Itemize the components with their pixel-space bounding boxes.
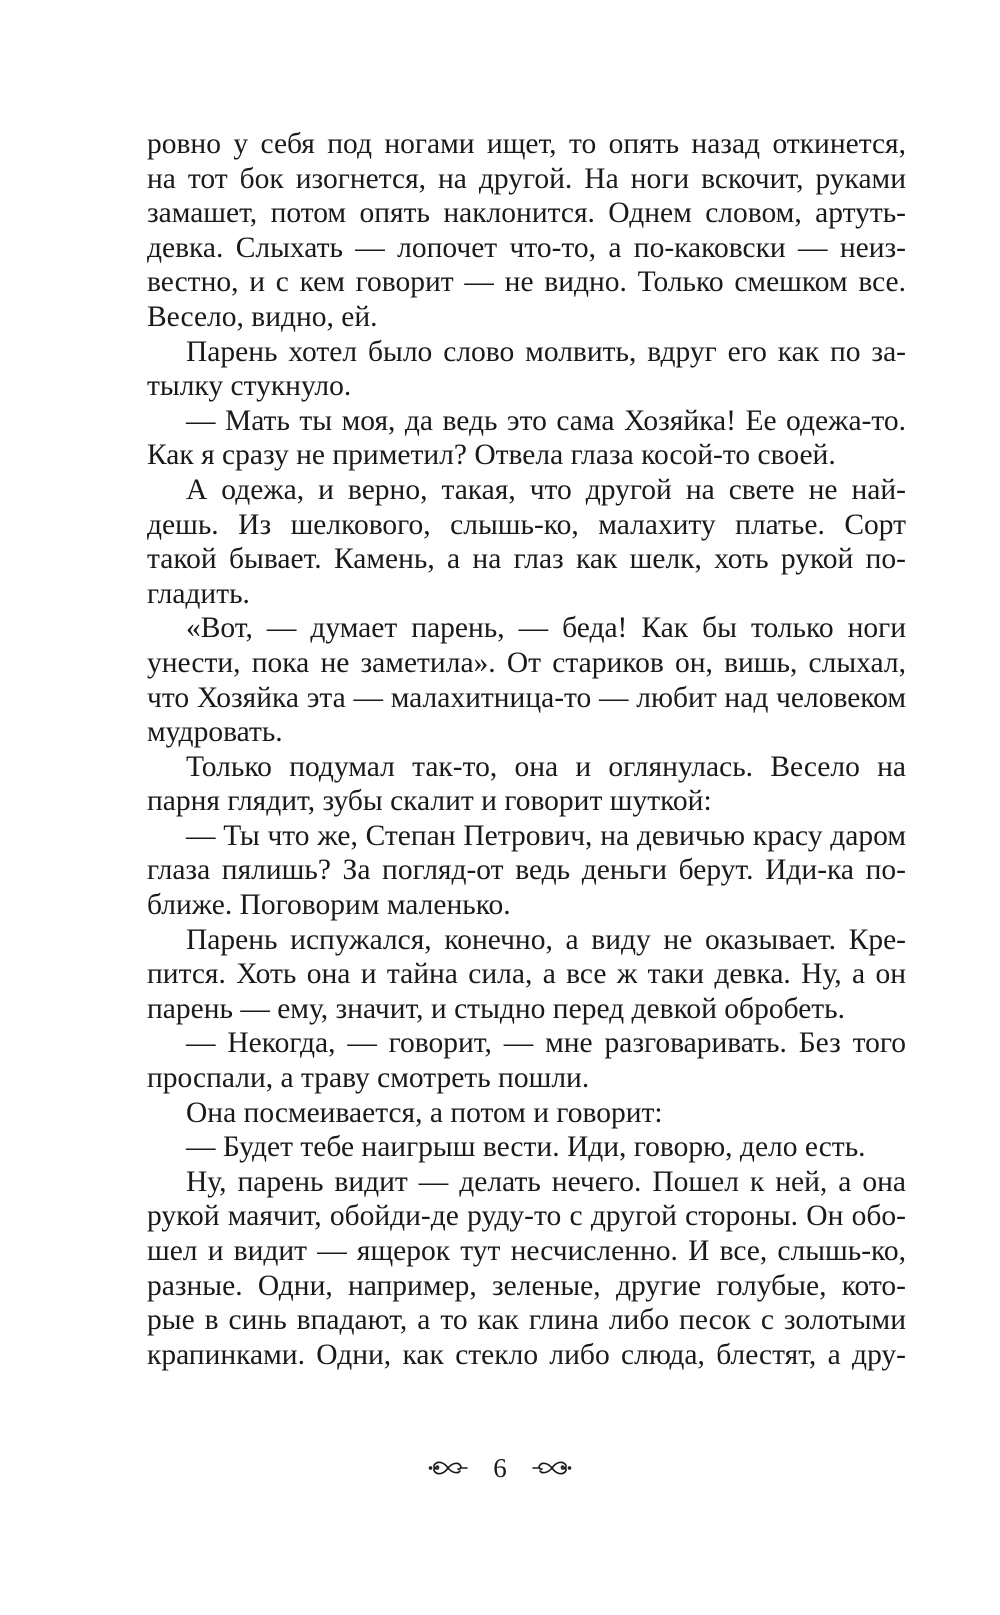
ornament-left-icon [427,1456,469,1480]
page-text [147,127,906,1372]
text-line: шел и видит — ящерок тут несчисленно. И все, слышь-ко, [147,1235,906,1267]
page-number: 6 [493,1453,507,1483]
text-line: парня глядит, зубы скалит и говорит шуткой: [147,785,712,818]
text-line: на тот бок изогнется, на другой. На ноги вскочит, руками [147,162,906,195]
text-line: Как я сразу не приметил? Отвела глаза косой-то своей. [147,439,836,472]
text-line: — Мать ты моя, да ведь это сама Хозяйка! Ее одежа-то. [186,404,906,437]
text-line: унести, пока не заметила». От стариков он, вишь, слыхал, [147,646,906,679]
text-line: гладить. [147,577,250,610]
text-line: «Вот, — думает парень, — беда! Как бы только ноги [186,612,906,645]
text-line: ровно у себя под ногами ищет, то опять назад откинется, [147,128,906,160]
text-line: замашет, потом опять наклонится. Однем словом, артуть- [147,197,906,230]
text-line: — Будет тебе наигрыш вести. Иди, говорю, дело есть. [186,1131,866,1164]
text-line: мудровать. [147,716,283,749]
text-line: пится. Хоть она и тайна сила, а все ж таки девка. Ну, а он [147,958,906,991]
text-line: парень — ему, значит, и стыдно перед девкой обробеть. [147,992,846,1025]
text-line: глаза пялишь? За погляд-от ведь деньги берут. Иди-ка по- [147,854,906,887]
text-line: разные. Одни, например, зеленые, другие голубые, кото- [147,1269,906,1302]
text-line: — Ты что же, Степан Петрович, на девичью красу даром [186,819,906,852]
ornament-right-icon [531,1456,573,1480]
text-line: девка. Слыхать — лопочет что-то, а по-каковски — неиз- [147,231,906,264]
text-line: вестно, и с кем говорит — не видно. Только смешком все. [147,266,906,299]
text-line: такой бывает. Камень, а на глаз как шелк, хоть рукой по- [147,543,906,576]
text-line: Весело, видно, ей. [147,300,378,333]
text-line: А одежа, и верно, такая, что другой на свете не най- [186,473,906,506]
text-line: — Некогда, — говорит, — мне разговаривать. Без того [186,1027,906,1060]
text-line: Парень испужался, конечно, а виду не оказывает. Кре- [186,923,906,956]
text-line: дешь. Из шелкового, слышь-ко, малахиту платье. Сорт [147,508,906,541]
text-line: что Хозяйка эта — малахитница-то — любит над человеком [147,681,906,714]
text-line: Ну, парень видит — делать нечего. Пошел к ней, а она [186,1165,906,1198]
text-line: Она посмеивается, а потом и говорит: [186,1096,663,1129]
text-line: проспали, а траву смотреть пошли. [147,1062,590,1095]
page-footer [0,1448,1000,1488]
text-line: Только подумал так-то, она и оглянулась. Весело на [186,750,906,783]
text-line: рые в синь впадают, а то как глина либо песок с золотыми [147,1304,906,1337]
text-line: Парень хотел было слово молвить, вдруг его как по за- [186,335,906,368]
text-line: крапинками. Одни, как стекло либо слюда, блестят, а дру- [147,1338,906,1371]
text-line: рукой маячит, обойди-де руду-то с другой стороны. Он обо- [147,1200,906,1233]
text-line: ближе. Поговорим маленько. [147,889,511,922]
text-line: тылку стукнуло. [147,370,352,403]
